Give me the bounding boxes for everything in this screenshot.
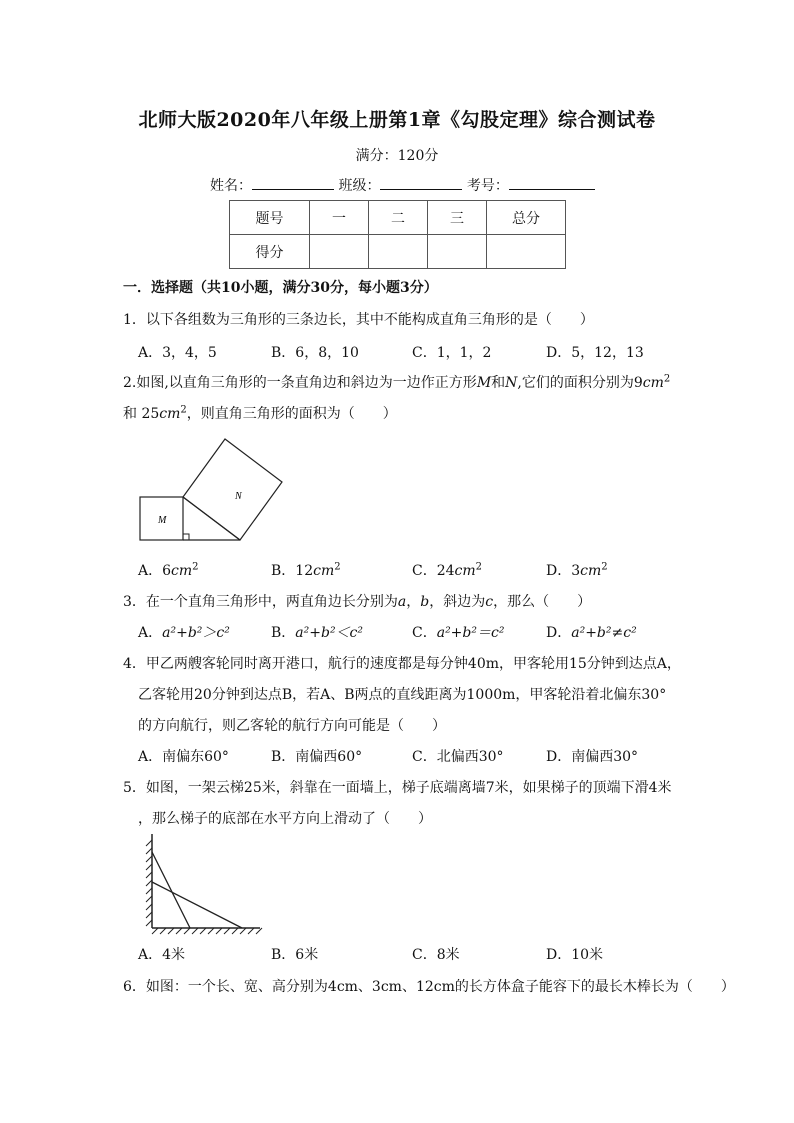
- option-a: A．a²+b²＞c²: [138, 625, 230, 641]
- question-5-line2: ，那么梯子的底部在水平方向上滑动了（ ）: [138, 811, 432, 827]
- q3-text: ，: [406, 594, 421, 610]
- question-3-stem: [123, 591, 591, 611]
- option-b: B．6，8，10: [271, 345, 359, 361]
- q2-area1: 9: [633, 375, 643, 391]
- label-n: N: [235, 491, 242, 502]
- q3-var-b: b: [420, 594, 430, 610]
- grade-score-cell: [310, 235, 369, 269]
- q2-var-n: N: [505, 375, 518, 391]
- exam-no-blank: [509, 175, 595, 190]
- q2-text: 和: [491, 375, 506, 391]
- square-n: [183, 439, 282, 540]
- grade-score-cell: [487, 235, 566, 269]
- class-label: 班级：: [338, 178, 381, 194]
- grade-header-cell: 三: [428, 201, 487, 235]
- option-c: C．1，1，2: [412, 345, 492, 361]
- q2-sq: 2: [663, 373, 671, 385]
- grade-header-cell: 题号: [230, 201, 310, 235]
- question-1-stem: 1．以下各组数为三角形的三条边长，其中不能构成直角三角形的是（ ）: [123, 312, 594, 328]
- grade-table-score-row: [230, 235, 566, 269]
- q2-text: 2.如图,以直角三角形的一条直角边和斜边为一边作正方形: [123, 375, 477, 391]
- section-title: 一．选择题（共10小题，满分30分，每小题3分）: [123, 280, 438, 296]
- grade-header-cell: 一: [310, 201, 369, 235]
- option-a: A．$6cm^2$: [138, 561, 199, 579]
- question-5-line1: 5．如图，一架云梯25米，斜靠在一面墙上，梯子底端离墙7米，如果梯子的顶端下滑4米: [123, 780, 672, 796]
- question-2-stem-line1: [123, 372, 670, 392]
- question-4-line2: 乙客轮用20分钟到达点B，若A、B两点的直线距离为1000m，甲客轮沿着北偏东30°: [138, 687, 667, 703]
- q2-unit: cm: [159, 406, 181, 422]
- option-b: B．南偏西60°: [271, 749, 363, 765]
- question-2-stem-line2: [123, 403, 397, 423]
- q3-text: 3．在一个直角三角形中，两直角边长分别为: [123, 594, 398, 610]
- option-b: B．a²+b²＜c²: [271, 625, 364, 641]
- option-d: D．南偏西30°: [546, 749, 639, 765]
- q3-text: ，那么（ ）: [493, 594, 592, 610]
- q3-var-c: c: [485, 594, 494, 610]
- option-c: C．$24cm^2$: [412, 561, 483, 579]
- option-c: C．北偏西30°: [412, 749, 504, 765]
- q2-area2: 25: [141, 406, 160, 422]
- grade-score-label: 得分: [230, 235, 310, 269]
- option-c: C．a²+b²＝c²: [412, 625, 505, 641]
- q2-sq: 2: [180, 404, 187, 416]
- q3-var-a: a: [397, 594, 407, 610]
- option-d: D．10米: [546, 947, 604, 963]
- name-blank: [252, 175, 334, 190]
- q2-text: 和: [123, 406, 137, 422]
- ground-hatching: [152, 928, 262, 934]
- q2-unit: cm: [642, 375, 664, 391]
- q3-text: ，斜边为: [429, 594, 486, 610]
- squares-figure: [130, 432, 300, 547]
- ladder-slid: [152, 882, 242, 928]
- label-m: M: [158, 515, 167, 526]
- option-b: B．$12cm^2$: [271, 561, 341, 579]
- option-b: B．6米: [271, 947, 319, 963]
- grade-table: [229, 200, 566, 269]
- class-blank: [380, 175, 462, 190]
- question-4-line1: 4．甲乙两艘客轮同时离开港口，航行的速度都是每分钟40m，甲客轮用15分钟到达点A，: [123, 656, 681, 672]
- ladder-original: [152, 852, 190, 928]
- question-6-line1: 6．如图：一个长、宽、高分别为4cm、3cm、12cm的长方体盒子能容下的最长木棒长为（ ）: [123, 979, 735, 995]
- question-4-line3: 的方向航行，则乙客轮的航行方向可能是（ ）: [138, 718, 446, 734]
- triangle-hypotenuse: [183, 497, 240, 540]
- ladder-figure: [140, 832, 270, 937]
- student-info-line: [210, 175, 595, 195]
- wall-hatching: [146, 840, 152, 926]
- page-title: 北师大版2020年八年级上册第1章《勾股定理》综合测试卷: [138, 109, 656, 131]
- right-angle-mark: [183, 534, 189, 540]
- grade-score-cell: [369, 235, 428, 269]
- q2-text: ,它们的面积分别为: [517, 375, 634, 391]
- grade-header-cell: 二: [369, 201, 428, 235]
- q2-var-m: M: [476, 375, 492, 391]
- grade-header-cell: 总分: [487, 201, 566, 235]
- exam-no-label: 考号：: [466, 178, 509, 194]
- name-label: 姓名：: [210, 178, 252, 194]
- option-d: D．$3cm^2$: [546, 561, 608, 579]
- option-a: A．3，4，5: [138, 345, 217, 361]
- q2-text: ，则直角三角形的面积为（ ）: [186, 406, 397, 422]
- full-score: 满分：120分: [355, 148, 439, 164]
- option-a: A．南偏东60°: [138, 749, 229, 765]
- option-d: D．5，12，13: [546, 345, 644, 361]
- grade-table-header-row: [230, 201, 566, 235]
- grade-score-cell: [428, 235, 487, 269]
- option-a: A．4米: [138, 947, 186, 963]
- option-d: D．a²+b²≠c²: [546, 625, 637, 641]
- option-c: C．8米: [412, 947, 460, 963]
